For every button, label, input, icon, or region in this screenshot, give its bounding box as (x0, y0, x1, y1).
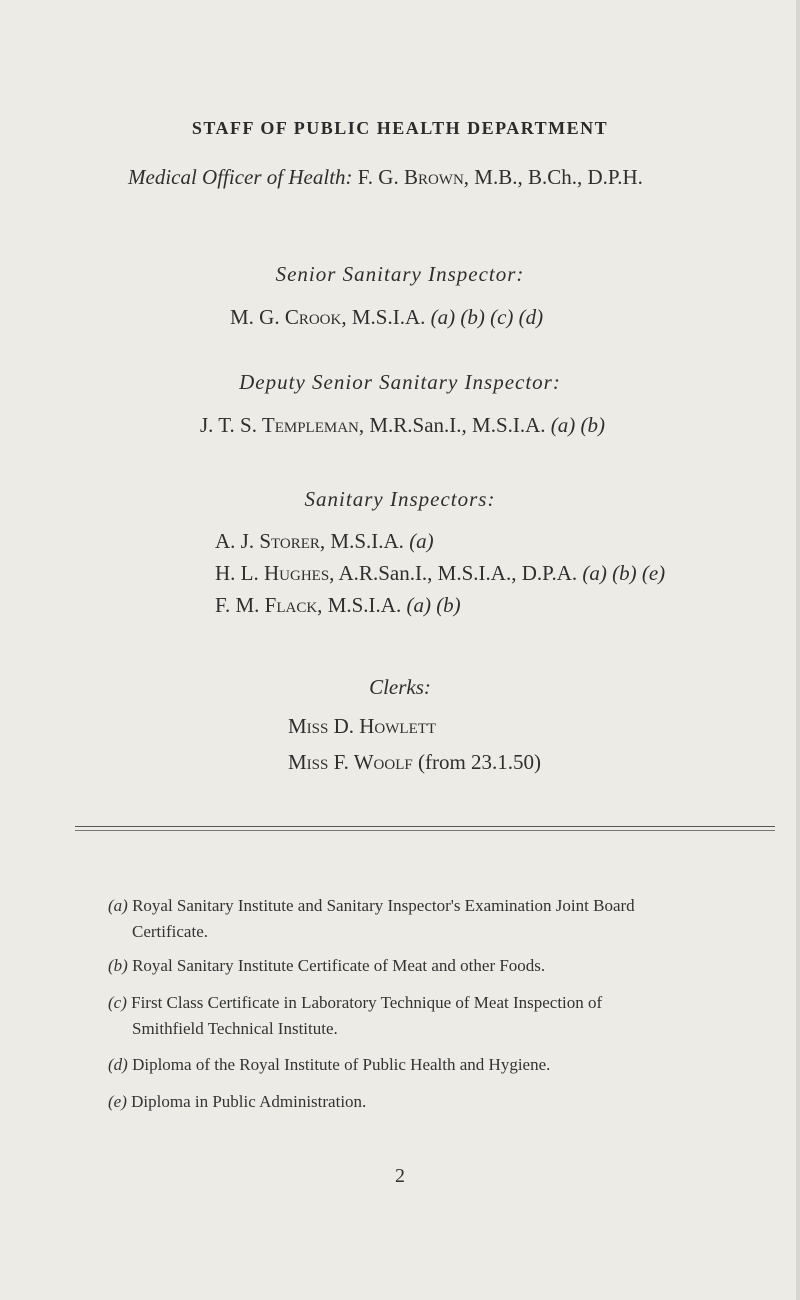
inspector-name: H. L. Hughes, (215, 561, 335, 585)
inspector-name: A. J. Storer, (215, 529, 326, 553)
footnote (108, 1089, 728, 1115)
footnote-label: (c) (108, 993, 127, 1012)
moh-title: Medical Officer of Health: (128, 165, 353, 189)
clerk-row (288, 750, 541, 775)
senior-quals: M.S.I.A. (351, 305, 426, 329)
deputy-name: J. T. S. Templeman, (200, 413, 365, 437)
divider-rule (75, 830, 775, 831)
clerk-name: Miss D. Howlett (288, 714, 437, 738)
inspector-refs: (a) (b) (406, 593, 461, 617)
divider-rule (75, 826, 775, 827)
senior-name: M. G. Crook, (230, 305, 347, 329)
inspector-row (215, 529, 434, 554)
inspectors-title: Sanitary Inspectors: (304, 487, 496, 511)
moh-quals: M.B., B.Ch., D.P.H. (474, 165, 643, 189)
senior-title: Senior Sanitary Inspector: (275, 262, 525, 286)
clerk-note: (from 23.1.50) (417, 750, 542, 774)
deputy-line (200, 413, 605, 438)
footnote-label: (d) (108, 1055, 128, 1074)
footnote (108, 893, 728, 945)
footnote (108, 953, 728, 979)
senior-line (230, 305, 543, 330)
footnote-text: Diploma of the Royal Institute of Public Health and Hygiene. (132, 1055, 551, 1074)
senior-refs: (a) (b) (c) (d) (430, 305, 544, 329)
footnote (108, 1052, 728, 1078)
inspector-refs: (a) (409, 529, 434, 553)
inspector-name: F. M. Flack, (215, 593, 323, 617)
page-edge (796, 0, 800, 1300)
inspector-refs: (a) (b) (e) (582, 561, 666, 585)
inspector-row (215, 593, 461, 618)
deputy-refs: (a) (b) (550, 413, 606, 437)
footnote-text: Smithfield Technical Institute. (132, 1019, 338, 1038)
footnote-text: First Class Certificate in Laboratory Technique of Meat Inspection of (131, 993, 603, 1012)
inspector-row (215, 561, 665, 586)
deputy-title: Deputy Senior Sanitary Inspector: (239, 370, 561, 394)
footnote (108, 990, 728, 1042)
footnote-label: (b) (108, 956, 128, 975)
footnote-text: Diploma in Public Administration. (131, 1092, 367, 1111)
moh-name: F. G. Brown, (357, 165, 470, 189)
clerk-row (288, 714, 436, 739)
page-number: 2 (395, 1165, 405, 1187)
footnote-text: Royal Sanitary Institute and Sanitary Inspector's Examination Joint Board (132, 896, 635, 915)
footnote-text: Royal Sanitary Institute Certificate of Meat and other Foods. (132, 956, 546, 975)
footnote-label: (a) (108, 896, 128, 915)
clerk-name: Miss F. Woolf (288, 750, 413, 774)
inspector-quals: M.S.I.A. (330, 529, 404, 553)
inspector-quals: M.S.I.A. (327, 593, 402, 617)
footnote-text: Certificate. (132, 922, 208, 941)
footnote-label: (e) (108, 1092, 127, 1111)
page-title: STAFF OF PUBLIC HEALTH DEPARTMENT (191, 118, 609, 138)
deputy-quals: M.R.San.I., M.S.I.A. (369, 413, 546, 437)
clerks-title: Clerks: (369, 675, 431, 699)
moh-line (128, 165, 643, 190)
inspector-quals: A.R.San.I., M.S.I.A., D.P.A. (338, 561, 578, 585)
